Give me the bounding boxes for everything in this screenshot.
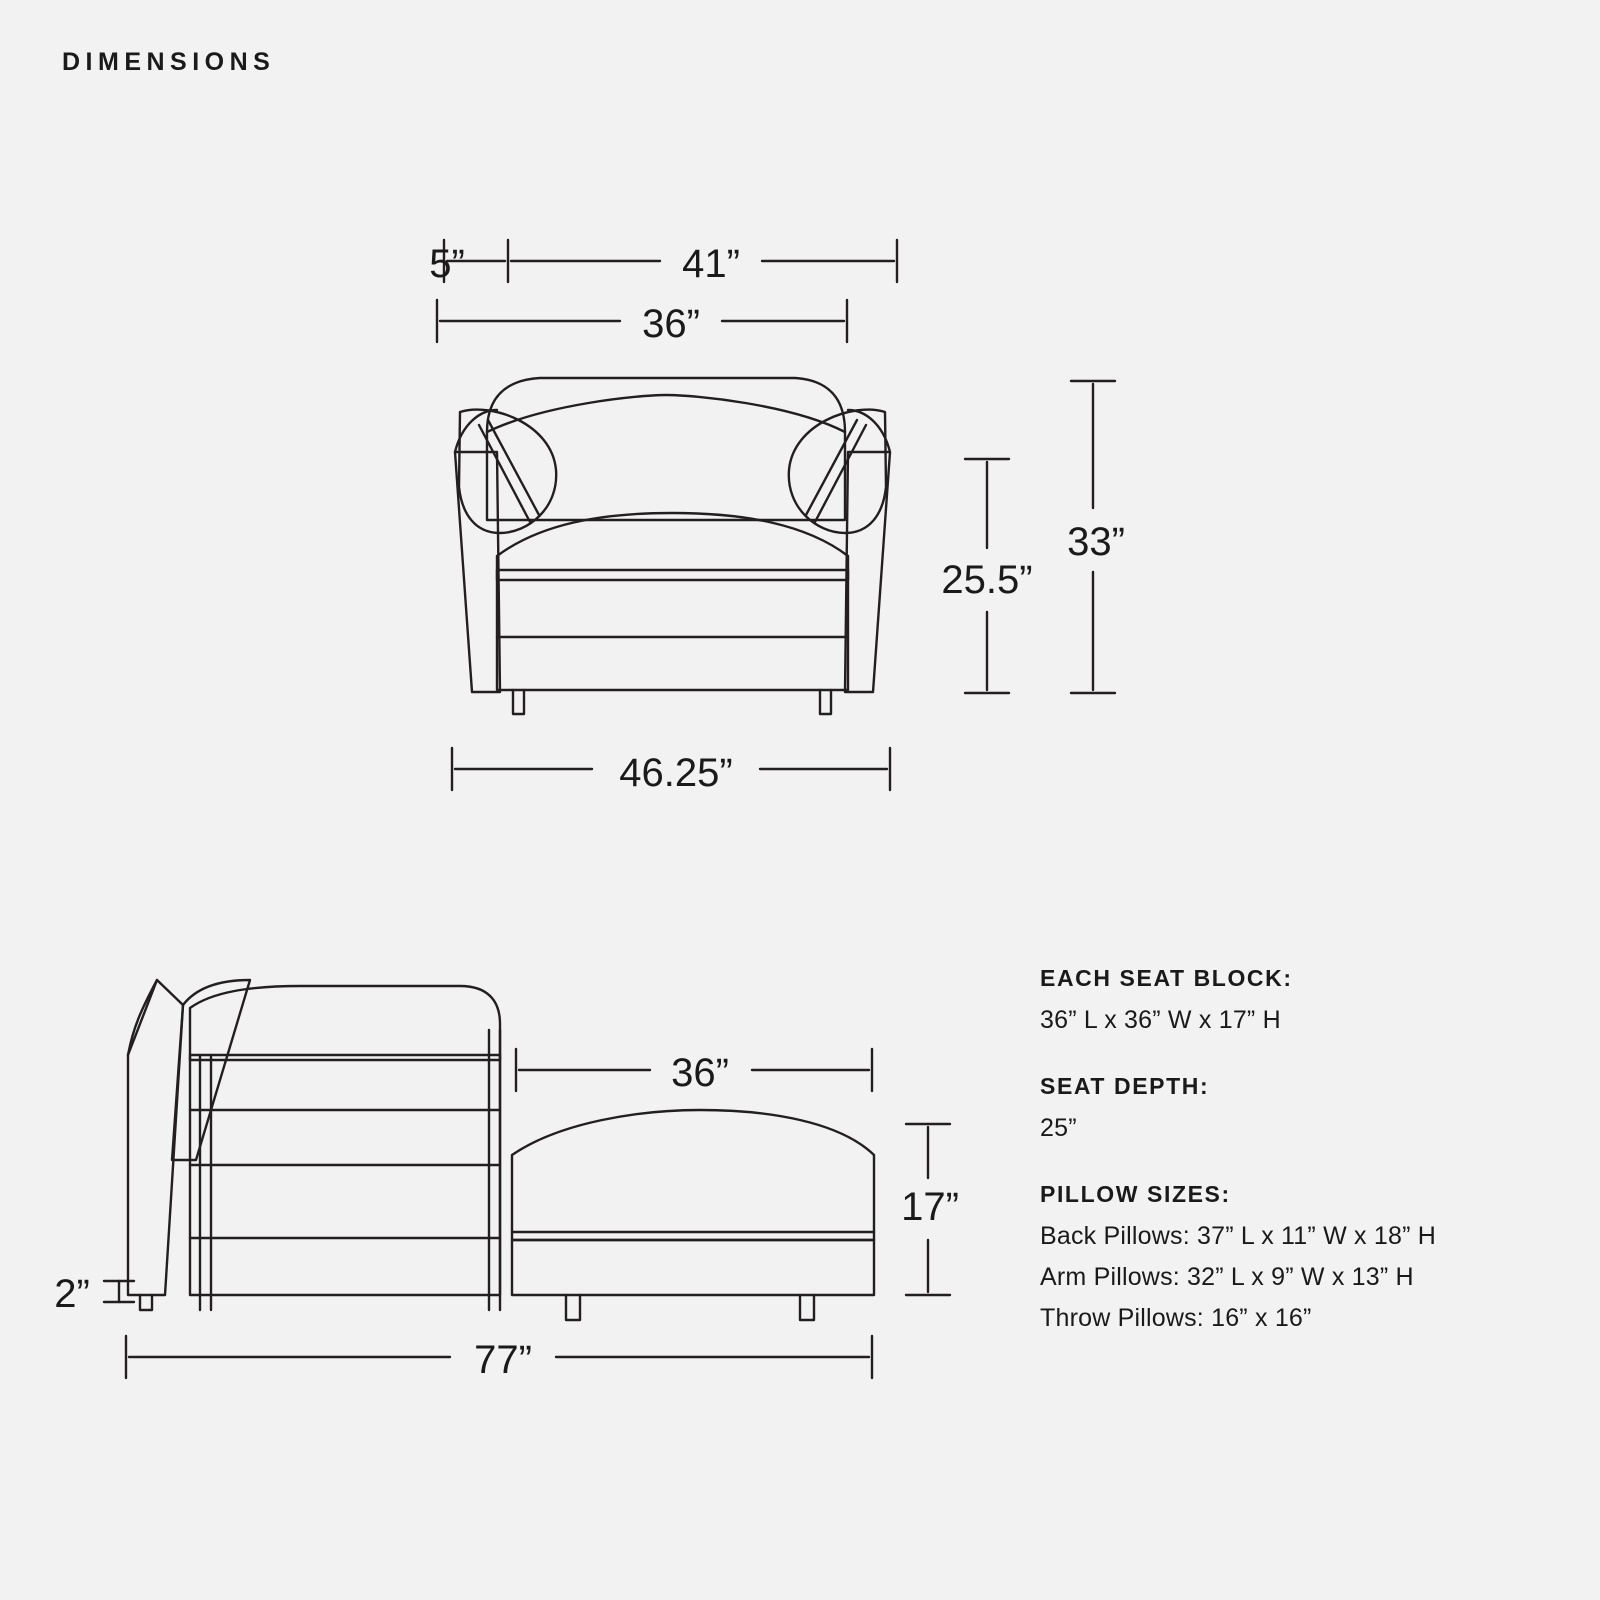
spec-heading: PILLOW SIZES: — [1040, 1181, 1231, 1207]
label-leg-height: 2” — [54, 1272, 90, 1316]
spec-line: 25” — [1040, 1114, 1077, 1142]
label-inner-width: 41” — [682, 242, 740, 286]
label-total-depth: 77” — [474, 1338, 532, 1382]
specs-panel — [1040, 965, 1560, 1371]
spec-line: Arm Pillows: 32” L x 9” W x 13” H — [1040, 1263, 1414, 1291]
spec-line: Back Pillows: 37” L x 11” W x 18” H — [1040, 1222, 1437, 1250]
spec-block-seat-depth — [1040, 1073, 1560, 1143]
side-chair-drawing — [128, 980, 874, 1320]
spec-line: 36” L x 36” W x 17” H — [1040, 1006, 1281, 1034]
page-title: DIMENSIONS — [62, 48, 276, 76]
spec-heading: EACH SEAT BLOCK: — [1040, 965, 1293, 991]
label-seat-width: 36” — [642, 302, 700, 346]
spec-heading: SEAT DEPTH: — [1040, 1073, 1210, 1099]
label-arm-width: 5” — [429, 242, 465, 286]
label-ottoman-length: 36” — [671, 1051, 729, 1095]
dim-line-41 — [444, 240, 897, 282]
label-total-width: 46.25” — [619, 751, 733, 795]
spec-block-pillow-sizes — [1040, 1181, 1560, 1333]
spec-line: Throw Pillows: 16” x 16” — [1040, 1304, 1312, 1332]
spec-block-seat-block — [1040, 965, 1560, 1035]
label-seat-height: 17” — [901, 1185, 959, 1229]
label-seat-back-height: 25.5” — [941, 558, 1033, 602]
label-total-height: 33” — [1067, 520, 1125, 564]
front-chair-drawing — [455, 378, 890, 714]
dim-line-2 — [104, 1281, 134, 1302]
